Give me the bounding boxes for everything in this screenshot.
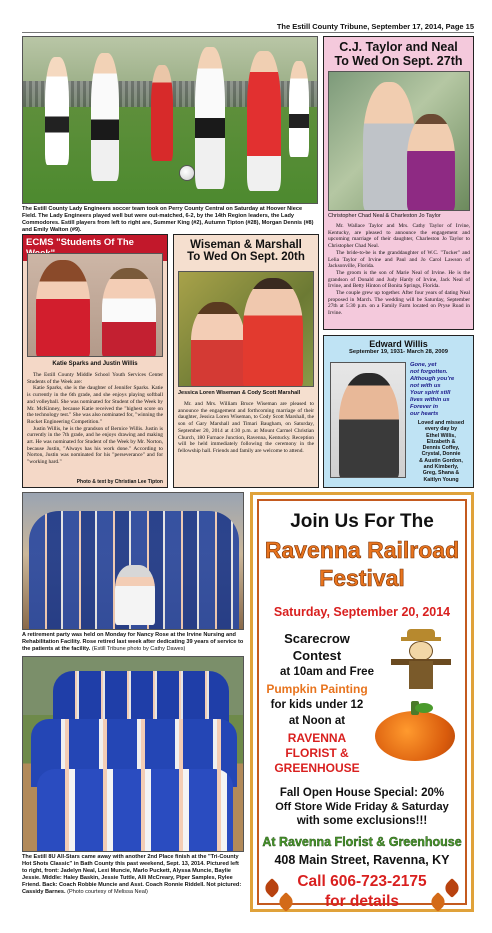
poem-line: lives within us [410, 397, 450, 403]
taylor-neal-photo-caption: Christopher Chad Neal & Charleston Jo Taylor [328, 213, 441, 219]
soccer-caption: The Estill County Lady Engineers soccer team took on Perry County Central on Saturday at Hoover Niece Field. The Lady Engineers played well but were out-matched, 6-2, by the 14th Region leaders, the Lady Commodores. Estill players from left to right are, Summer King (#2), Autumn Tipton (#28), Morgan Dennis (#8) and Emily Walton (#9). [22, 206, 314, 233]
pumpkin-icon [375, 701, 455, 761]
ad-florist1: RAVENNA [287, 731, 347, 745]
poem-line: Your spirit still [410, 390, 451, 396]
taylor-neal-p4: The couple grew up together. After four years of dating Neal proposed in March. The wedding will be Saturday, September 27th at 5:30 p.m. on a Family Farm located on Pryse Road in Irvine. [328, 290, 470, 317]
edward-dates: September 19, 1931- March 28, 2009 [349, 349, 448, 355]
retirement-caption-text: A retirement party was held on Monday for Nancy Rose at the Irvine Nursing and Rehabilitation Facility. Rose retired last week after dedicating 39 years of service to the patients at the facility. [22, 632, 244, 652]
poem-line: Gone, yet [410, 362, 437, 368]
poem-line: our hearts [410, 411, 439, 417]
allstars-caption [22, 854, 244, 896]
soccer-photo [22, 36, 318, 204]
seated-woman [115, 565, 155, 625]
man-figure [339, 373, 399, 478]
ad-phone: Call 606-723-2175 [297, 873, 427, 890]
ad-line3: Festival [319, 565, 405, 591]
taylor-neal-box [323, 36, 474, 330]
ad-special1: Fall Open House Special: 20% [279, 787, 445, 799]
student-boy [102, 268, 156, 357]
ecms-box [22, 234, 168, 488]
ad-noon: at Noon at [288, 715, 346, 727]
ad-florist2: FLORIST & [285, 746, 349, 760]
wiseman-box [173, 234, 319, 488]
ecms-title-bar: ECMS "Students Of The [23, 235, 167, 261]
edward-photo [330, 362, 406, 478]
player-figure [195, 47, 225, 189]
retirement-photo [22, 492, 244, 630]
survivor-line: Loved and missed [417, 420, 465, 426]
survivor-line: and Kimberly, [423, 464, 459, 471]
ad-special3: with some exclusions!!! [296, 815, 428, 827]
ad-special2: Off Store Wide Friday & Saturday [275, 801, 449, 813]
poem-line: not forgotten. [410, 369, 448, 375]
retirement-caption [22, 632, 244, 653]
ecms-photo-caption: Katie Sparks and Justin Willis [52, 361, 138, 367]
taylor-neal-title-2: To Wed On Sept. 27th [334, 54, 463, 68]
taylor-neal-body [328, 223, 470, 317]
survivor-line: Elizabeth & [426, 438, 456, 445]
ad-details: for details [324, 893, 400, 910]
edward-willis-box [323, 335, 474, 488]
survivor-line: Dennis Coffey, [422, 445, 460, 452]
wiseman-photo [178, 271, 314, 387]
survivor-line: Greg, Shana & [422, 470, 460, 477]
ecms-p2: Katie Sparks, she is the daughter of Jennifer Sparks. Katie is currently in the 6th grade, and she enjoys playing softball and volleyball. She was nominated for Student of the Week by Mr. McKinney, because Katie received the "highest score on the technology test." She was also nominated for, "winning the Rocket Engineering Competition." [27, 385, 163, 425]
bride-figure [407, 114, 455, 211]
poem-line: not with us [410, 383, 441, 389]
ecms-body [27, 372, 163, 466]
ecms-p3: Justin Willis, he is the grandson of Bernice Willis. Justin is currently in the 7th grade, and he enjoys drawing and making art. He was nominated for Student of the Week by Mr. Norton, because Justin, "Always has his work done." According to Norton, Justin was nominated for his "perseverance" and for "working hard." [27, 425, 163, 466]
ad-date: Saturday, September 20, 2014 [273, 605, 451, 619]
scarecrow-icon [391, 629, 451, 689]
page-header: The Estill County Tribune, September 17, 2014, Page 15 [22, 21, 474, 33]
taylor-neal-title-1: C.J. Taylor and Neal [339, 40, 458, 54]
taylor-neal-p3: The groom is the son of Marie Neal of Irvine. He is the grandson of Donald and Judy Hardy of Irvine, Jack Neal of Irvine, and Betty Hinton of Bonita Springs, Florida. [328, 269, 470, 290]
team-front-row [37, 769, 233, 851]
player-figure [45, 57, 69, 165]
poem-line: Forever in [410, 404, 439, 410]
wiseman-photo-caption: Jessica Loren Wiseman & Cody Scott Marshall [178, 390, 301, 396]
ad-at10: at 10am and Free [280, 666, 374, 678]
bride-figure [191, 302, 245, 387]
edward-title: Edward Willis [369, 339, 428, 349]
survivor-line: Kaitlyn Young [423, 476, 459, 483]
student-girl [36, 260, 90, 357]
poem-line: Although you're [410, 376, 455, 382]
wiseman-title-1: Wiseman & Marshall [190, 239, 302, 251]
ecms-credit: Photo & text by Christian Lee Tipton [76, 479, 163, 485]
ad-inner-border [257, 499, 467, 910]
ravenna-festival-ad [250, 492, 474, 912]
wiseman-p1: Mr. and Mrs. William Bruce Wiseman are pleased to announce the engagement and forthcoming marriage of their daughter, Jessica Loren Wiseman, to Cody Scott Marshall, the son of Gary Marshall and Timari Baugham, on Saturday, September 20, 2014 at 4:30 p.m. at Mount Carmel Christian Church, 180 Furnace Junction, Ravenna, Kentucky. Reception will be held immediately following the ceremony in the fellowship hall. Friends and family are welcome to attend. [178, 401, 314, 454]
player-figure [151, 65, 173, 161]
ad-florist3: GREENHOUSE [274, 761, 360, 775]
soccer-ball [179, 165, 195, 181]
taylor-neal-p1: Mr. Wallace Taylor and Mrs. Cathy Taylor of Irvine, Kentucky, are pleased to announce the engagement and upcoming marriage of their daughter, Charleston Jo Taylor to Christopher Chad Neal. [328, 223, 470, 250]
player-figure [247, 51, 281, 191]
allstars-photo [22, 656, 244, 852]
player-figure [91, 53, 119, 181]
survivor-line: & Austin Gordon, [419, 457, 463, 464]
survivor-line: Ethel Willis, [426, 432, 456, 439]
edward-survivors [408, 420, 474, 483]
ad-store: At Ravenna Florist & Greenhouse [262, 835, 462, 849]
edward-poem [410, 362, 472, 418]
retirement-credit: (Estill Tribune photo by Cathy Dawes) [91, 646, 186, 652]
ad-pumpkin: Pumpkin Painting [266, 682, 368, 696]
allstars-caption-text: The Estill 8U All-Stars came away with another 2nd Place finish at the "Tri-County Hot Shots Classic" in Bath County this past weekend, Sept. 13, 2014. Pictured left to right, front: Jadelyn Neal, Lexi Muncie, Marlo Puckett, Alyssa Muncie, Baylie Jessie. Middle: Haley Baskin, Jessie Tuttle, Alli McCreary, Piper Samples, Rylee Friend. Back: Coach Robbie Muncie and Asst. Coach Ronnie Riddell. Not pictured: Cassidy Barnes. [22, 854, 242, 895]
wiseman-body [178, 401, 314, 455]
wiseman-title-2: To Wed On Sept. 20th [187, 251, 305, 263]
taylor-neal-p2: The bride-to-be is the granddaughter of W.C. "Tucker" and Lelia Taylor of Irvine and Paul and Jo Carol Lawson of Jacksonville, Florida. [328, 249, 470, 270]
survivor-line: every day by [424, 426, 458, 433]
ad-scarecrow: Scarecrow [284, 631, 350, 646]
ecms-p1: The Estill County Middle School Youth Services Center Students of the Week are: [27, 372, 163, 385]
groom-figure [243, 278, 303, 387]
allstars-credit: (Photo courtesy of Melissa Neal) [67, 889, 148, 895]
ad-kids: for kids under 12 [270, 699, 364, 711]
ecms-photo [27, 253, 163, 357]
ad-address: 408 Main Street, Ravenna, KY [274, 853, 450, 867]
ad-line2: Ravenna Railroad [264, 537, 460, 563]
ad-contest: Contest [292, 648, 342, 663]
player-figure [289, 61, 309, 157]
taylor-neal-photo [328, 71, 470, 211]
survivor-line: Crystal, Donnie [421, 451, 461, 458]
ad-line1: Join Us For The [290, 511, 434, 532]
